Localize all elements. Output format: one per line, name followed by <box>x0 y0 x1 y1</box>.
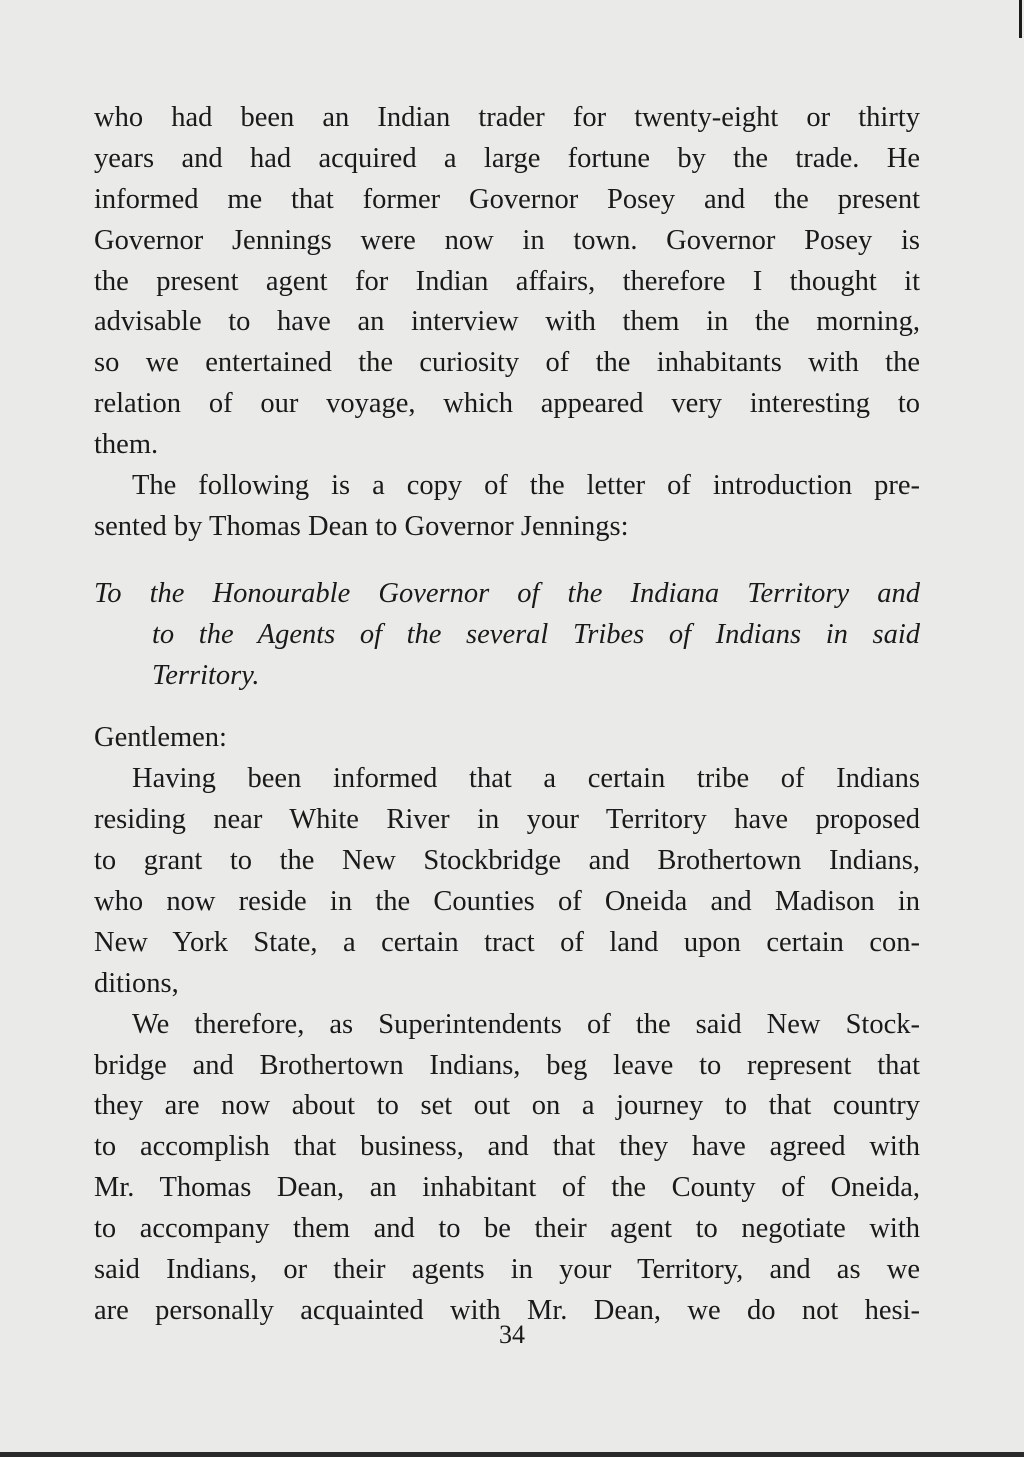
text-line: residing near White River in your Territory have proposed <box>94 804 920 836</box>
text-line: We therefore, as Superintendents of the said New Stock- <box>132 1008 920 1040</box>
text-line: who had been an Indian trader for twenty-eight or thirty <box>94 102 920 133</box>
text-line: Territory. <box>152 659 260 691</box>
text-line: are personally acquainted with Mr. Dean, we do not hesi- <box>94 1294 920 1326</box>
paragraph-1 <box>94 98 920 466</box>
paragraph-4 <box>94 1005 920 1332</box>
text-line: to accomplish that business, and that they have agreed with <box>94 1131 920 1163</box>
page-number: 34 <box>499 1320 525 1349</box>
text-line: years and had acquired a large fortune by the trade. He <box>94 142 920 174</box>
text-line: New York State, a certain tract of land upon certain con- <box>94 926 920 958</box>
text-line: to the Agents of the several Tribes of Indians in said <box>152 618 920 650</box>
letter-address <box>94 574 920 697</box>
text-line: them. <box>94 429 159 461</box>
text-line: sented by Thomas Dean to Governor Jennings: <box>94 510 629 542</box>
text-line: informed me that former Governor Posey and the present <box>94 183 920 215</box>
text-line: who now reside in the Counties of Oneida and Madison in <box>94 886 920 918</box>
text-line: The following is a copy of the letter of introduction pre- <box>132 470 920 502</box>
text-line: bridge and Brothertown Indians, beg leave to represent that <box>94 1049 920 1081</box>
page-edge-mark <box>1019 0 1022 38</box>
paragraph-3 <box>94 759 920 1004</box>
salutation: Gentlemen: <box>94 722 227 754</box>
text-line: Governor Jennings were now in town. Governor Posey is <box>94 224 920 256</box>
text-line: advisable to have an interview with them in the morning, <box>94 306 920 338</box>
text-line: Mr. Thomas Dean, an inhabitant of the County of Oneida, <box>94 1172 920 1204</box>
page-bottom-edge <box>0 1452 1024 1457</box>
text-line: said Indians, or their agents in your Territory, and as we <box>94 1254 920 1286</box>
text-line: to grant to the New Stockbridge and Brothertown Indians, <box>94 845 920 877</box>
text-line: they are now about to set out on a journey to that country <box>94 1090 920 1122</box>
text-line: relation of our voyage, which appeared very interesting to <box>94 388 920 420</box>
text-line: to accompany them and to be their agent to negotiate with <box>94 1213 920 1245</box>
text-line: so we entertained the curiosity of the inhabitants with the <box>94 347 920 379</box>
text-line: To the Honourable Governor of the Indiana Territory and <box>94 577 920 609</box>
text-line: the present agent for Indian affairs, therefore I thought it <box>94 265 920 297</box>
body-text <box>94 98 920 1332</box>
text-line: Having been informed that a certain tribe of Indians <box>132 763 920 795</box>
text-line: ditions, <box>94 967 179 999</box>
paragraph-2 <box>94 466 920 548</box>
